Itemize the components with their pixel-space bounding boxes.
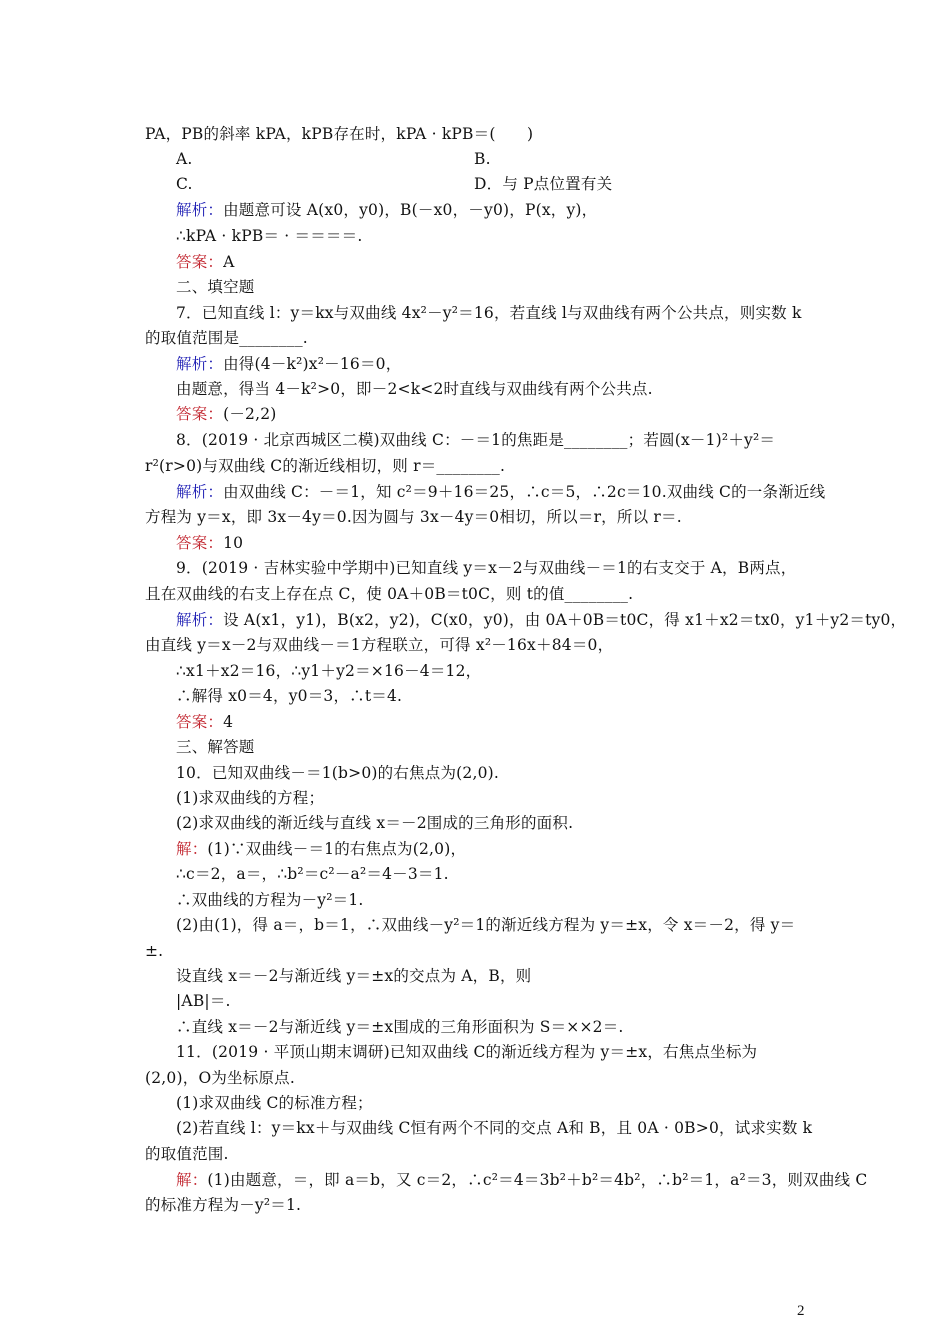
line-text: (－2,2)	[223, 405, 277, 423]
line-text: 11．(2019 · 平顶山期末调研)已知双曲线 C的渐近线方程为 y＝±x，右焦点坐标为	[176, 1043, 758, 1061]
line-text: 由双曲线 C：－＝1，知 c²＝9＋16＝25，∴c＝5，∴2c＝10.双曲线 C的一条渐近线	[223, 483, 826, 501]
line-text: 三、解答题	[176, 738, 255, 756]
line-text: 二、填空题	[176, 278, 255, 296]
line-text: 的取值范围.	[145, 1145, 229, 1163]
line-text: 由题意，得当 4－k²>0，即－2<k<2时直线与双曲线有两个公共点.	[176, 380, 653, 398]
analysis-label: 解析：	[176, 355, 224, 373]
line-text: 由直线 y＝x－2与双曲线－＝1方程联立，可得 x²－16x＋84＝0，	[145, 636, 614, 654]
answer-label: 解：	[176, 840, 208, 858]
text-line	[176, 404, 807, 424]
line-text: 设直线 x＝－2与渐近线 y＝±x的交点为 A，B，则	[176, 967, 532, 985]
line-text: 8．(2019 · 北京西城区二模)双曲线 C：－＝1的焦距是________；若圆(x－1)²＋y²＝	[176, 431, 776, 449]
text-line	[176, 149, 807, 169]
line-text: ∴x1＋x2＝16，∴y1＋y2＝×16－4＝12，	[176, 662, 482, 680]
line-text: (2)由(1)，得 a＝，b＝1，∴双曲线－y²＝1的渐近线方程为 y＝±x，令 x＝－2，得 y＝	[176, 916, 796, 934]
line-text: 方程为 y＝x，即 3x－4y＝0.因为圆与 3x－4y＝0相切，所以＝r，所以 r＝.	[145, 508, 682, 526]
text-line	[145, 328, 807, 348]
line-text: 7．已知直线 l：y＝kx与双曲线 4x²－y²＝16，若直线 l与双曲线有两个公共点，则实数 k	[176, 304, 802, 322]
text-line	[176, 813, 807, 833]
text-line	[176, 354, 807, 374]
text-line	[145, 507, 807, 527]
text-line	[176, 686, 807, 706]
line-text: A.	[176, 150, 193, 168]
line-text: A	[223, 253, 235, 271]
line-text: ∴解得 x0＝4，y0＝3，∴t＝4.	[176, 687, 403, 705]
text-line	[176, 252, 807, 272]
text-line	[176, 226, 807, 246]
text-line	[176, 788, 807, 808]
line-text: (2)求双曲线的渐近线与直线 x＝－2围成的三角形的面积.	[176, 814, 574, 832]
text-line	[145, 1144, 807, 1164]
text-line	[176, 1093, 807, 1113]
text-line	[145, 635, 807, 655]
line-text: ∴直线 x＝－2与渐近线 y＝±x围成的三角形面积为 S＝××2＝.	[176, 1018, 624, 1036]
text-line	[176, 277, 807, 297]
text-line	[176, 839, 807, 859]
line-text: (2)若直线 l：y＝kx＋与双曲线 C恒有两个不同的交点 A和 B，且 0A · 0B>0，试求实数 k	[176, 1119, 813, 1137]
line-text: PA，PB的斜率 kPA，kPB存在时，kPA · kPB＝( )	[145, 125, 534, 143]
text-line	[176, 1017, 807, 1037]
text-line	[145, 1068, 807, 1088]
analysis-label: 解析：	[176, 483, 224, 501]
text-line	[176, 737, 807, 757]
option-right: B.	[474, 150, 491, 168]
line-text: (1)∵双曲线－＝1的右焦点为(2,0)，	[207, 840, 467, 858]
answer-label: 答案：	[176, 405, 224, 423]
text-line	[145, 456, 807, 476]
analysis-label: 解析：	[176, 201, 224, 219]
text-line	[176, 1118, 813, 1138]
text-line	[176, 966, 807, 986]
text-line	[176, 1170, 868, 1190]
line-text: 的取值范围是________.	[145, 329, 308, 347]
answer-label: 答案：	[176, 534, 224, 552]
text-line	[145, 124, 807, 144]
line-text: 的标准方程为－y²＝1.	[145, 1196, 302, 1214]
text-line	[176, 533, 807, 553]
line-text: ∴c＝2，a＝，∴b²＝c²－a²＝4－3＝1.	[176, 865, 449, 883]
line-text: r²(r>0)与双曲线 C的渐近线相切，则 r＝________.	[145, 457, 506, 475]
text-line	[176, 661, 807, 681]
text-line	[176, 303, 807, 323]
answer-label: 答案：	[176, 713, 224, 731]
text-line	[176, 174, 807, 194]
text-line	[176, 915, 807, 935]
page-number: 2	[797, 1303, 805, 1319]
line-text: 且在双曲线的右支上存在点 C，使 0A＋0B＝t0C，则 t的值________.	[145, 585, 634, 603]
text-line	[176, 482, 826, 502]
line-text: (1)求双曲线 C的标准方程；	[176, 1094, 373, 1112]
text-line	[176, 558, 807, 578]
line-text: 10．已知双曲线－＝1(b>0)的右焦点为(2,0).	[176, 764, 500, 782]
line-text: 由得(4－k²)x²－16＝0，	[223, 355, 402, 373]
line-text: ±.	[145, 942, 164, 960]
line-text: (2,0)，O为坐标原点.	[145, 1069, 295, 1087]
text-line	[176, 379, 807, 399]
answer-label: 答案：	[176, 253, 224, 271]
line-text: C.	[176, 175, 193, 193]
text-line	[176, 890, 807, 910]
line-text: (1)由题意，＝，即 a＝b，又 c＝2，∴c²＝4＝3b²＋b²＝4b²，∴b²＝1，a²＝3，则双曲线 C	[207, 1171, 868, 1189]
line-text: (1)求双曲线的方程；	[176, 789, 325, 807]
text-line	[145, 584, 807, 604]
answer-label: 解：	[176, 1171, 208, 1189]
option-right: D．与 P点位置有关	[474, 175, 613, 193]
text-line	[145, 1195, 807, 1215]
line-text: |AB|＝.	[176, 992, 231, 1010]
text-line	[176, 763, 807, 783]
text-line	[176, 200, 807, 220]
text-line	[176, 991, 807, 1011]
text-line	[145, 941, 807, 961]
text-line	[176, 712, 807, 732]
line-text: ∴kPA · kPB＝ · ＝＝＝＝.	[176, 227, 363, 245]
text-line	[176, 430, 807, 450]
line-text: 设 A(x1，y1)，B(x2，y2)，C(x0，y0)，由 0A＋0B＝t0C，得 x1＋x2＝tx0，y1＋y2＝ty0，	[223, 611, 907, 629]
line-text: 10	[223, 534, 244, 552]
line-text: 9．(2019 · 吉林实验中学期中)已知直线 y＝x－2与双曲线－＝1的右支交于 A，B两点，	[176, 559, 797, 577]
text-line	[176, 610, 907, 630]
line-text: ∴双曲线的方程为－y²＝1.	[176, 891, 364, 909]
analysis-label: 解析：	[176, 611, 224, 629]
line-text: 由题意可设 A(x0，y0)，B(－x0，－y0)，P(x，y)，	[223, 201, 598, 219]
line-text: 4	[223, 713, 234, 731]
text-line	[176, 864, 807, 884]
text-line	[176, 1042, 807, 1062]
